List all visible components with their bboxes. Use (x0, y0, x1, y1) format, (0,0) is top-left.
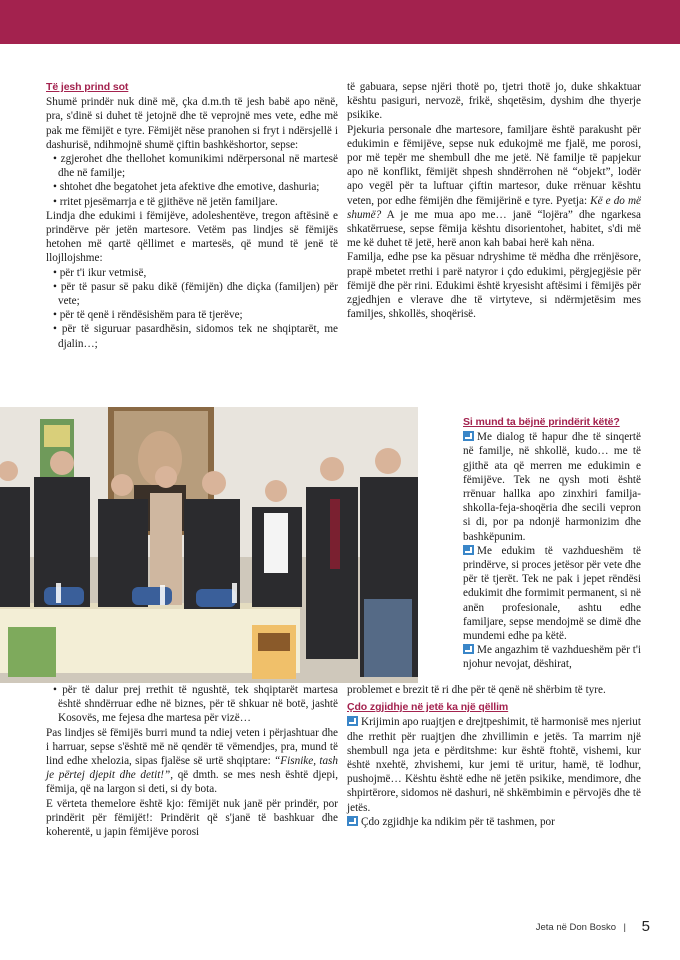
text-run: Krijimin apo ruajtjen e drejtpeshimit, të harmonisë mes njeriut dhe rrethit për ruajtjen dhe zhvillimin e jetës. Ta marrim një shembull nga jeta e përditshme: kur është ftohtë, vishemi, kur është nxehtë, zhvishemi, kur jemi të uritur, hamë, të lodhur, pushojmë… Kështu është edhe në jetën psikike, mendimore, dhe shpirtërore, sidomos në dashuri, në shkëmbimin e përvojës dhe të jetës. (347, 716, 641, 814)
paragraph: Familja, edhe pse ka pësuar ndryshime të mëdha dhe rrënjësore, prapë mbetet rrethi i parë natyror i çdo edukimi, përgjegjësie për fëmijë dhe për rini. Edukimi është kryesisht aftësimi i fëmijës për zgjedhjen e vlerave dhe të virtyteve, si ndërmjetësim mes familjes, shkollës, shoqërisë. (347, 251, 641, 321)
page-number: 5 (641, 918, 650, 935)
paragraph (46, 726, 338, 797)
text-run: , që dmth. se mes nesh është djepi, fëmija, që na largon si deti, si dy bota. (46, 769, 339, 796)
section-heading-how-parents: Si mund ta bëjnë prindërit këtë? (463, 416, 620, 428)
bullet-item: • për t'i ikur vetmisë, (53, 266, 147, 279)
text-run: Pas lindjes së fëmijës burri mund ta ndiej veten i përjashtuar dhe i harruar, sepse s'është më në qendër të vëmendjes, pra, mund të lind edhe xhelozia, sipas fjalëse së urtë shqiptare: (46, 726, 338, 768)
paragraph (463, 643, 641, 671)
bullet-item: • për të dalur prej rrethit të ngushtë, tek shqiptarët martesa është shndërruar edhe në biznes, për të shkuar në botë, jashtë Kosovës, me fejesa dhe martesa për vizë… (53, 684, 338, 725)
text-run: Me edukim të vazhdueshëm të prindërve, si proces jetësor për vete dhe për të tjerët. Tek ne pak i jepet rëndësi edukimit dhe formimit permanent, si në anën profesionale, ashtu edhe familjare, sepse mendojmë se dimë dhe mundemi edhe pa këtë. (463, 544, 641, 643)
section-heading-parenting: Të jesh prind sot (46, 81, 129, 93)
footer-separator: | (623, 922, 626, 933)
checkbox-bullet-icon (347, 716, 358, 726)
text-run: Me angazhim të vazhdueshëm për t'i njohur nevojat, dëshirat, (463, 644, 641, 671)
group-photo-illustration (0, 407, 418, 683)
column-right-bottom (347, 683, 641, 829)
bullet-item: • zgjerohet dhe thellohet komunikimi ndërpersonal në martesë dhe në familje; (53, 153, 338, 180)
bullet-item: • për të siguruar pasardhësin, sidomos tek ne shqiptarët, me djalin…; (53, 323, 338, 350)
checkbox-bullet-icon (463, 545, 474, 555)
paragraph: Lindja dhe edukimi i fëmijëve, adoleshentëve, tregon aftësinë e prindërve për jetën martesore. Vetëm pas lindjes së fëmijës hetohen më qartë qëllimet e martesës, që mund të jenë të llojllojshme: (46, 209, 338, 265)
checkbox-bullet-icon (463, 644, 474, 654)
text-run: Çdo zgjidhje ka ndikim për të tashmen, por (361, 815, 555, 828)
question-quote: Kë e do më shumë? (347, 194, 641, 221)
page-footer (500, 918, 650, 938)
section-heading-every-solution: Çdo zgjidhje në jetë ka një qëllim (347, 701, 509, 714)
paragraph (463, 430, 641, 544)
text-run: Me dialog të hapur dhe të sinqertë në familje, në shkollë, kudo… me të gjithë ata që merren me edukimin e fëmijëve. Tek ne qysh moti është rrënuar hallka apo zinxhiri familja-shkolla-feja-shoqëria dhe secili vepron si di, por pa ndonjë harmonizim dhe bashkëpunim. (463, 431, 641, 543)
paragraph: Shumë prindër nuk dinë më, çka d.m.th të jesh babë apo nënë, pra, s'dinë si duhet të jetojnë dhe të veprojnë mes vete, edhe më pak me fëmijët e tyre. Fëmijët nëse pranohen si fryt i ndërsjellë i dashurisë, ndihmojnë shumë çiftin bashkëshortor, sepse: (46, 96, 338, 151)
checkbox-bullet-icon (463, 431, 474, 441)
text-run: Pjekuria personale dhe martesore, familjare është parakusht për edukimin e fëmijëve, sepse nuk edukojmë me fjalë, me porosi, por më tepër me shembull dhe me jetë. Në familje të papjekur apo në konflikt, fëmijët shpesh shndërrohen në “objekt”, lodër apo vegël për ta luftuar çiftin martesor, duke rrënuar kështu veten, por edhe fëmijën dhe fëmijërinë e tyre. Pyetja: (347, 123, 641, 207)
paragraph: problemet e brezit të ri dhe për të qenë në shërbim të tyre. (347, 684, 606, 696)
paragraph: të gabuara, sepse njëri thotë po, tjetri thotë jo, duke shkaktuar kështu pasiguri, nervozë, frikë, shqetësim, dyshim dhe thyerje psikike. (347, 81, 641, 122)
top-color-band (0, 0, 680, 44)
proverb-quote: “Fisnike, tash je përtej djepit dhe detit!” (46, 755, 338, 782)
paragraph (347, 123, 641, 251)
bullet-item: • shtohet dhe begatohet jeta afektive dhe emotive, dashuria; (53, 181, 320, 194)
bullet-item: • për të qenë i rëndësishëm para të tjerëve; (53, 309, 243, 322)
bullet-item: • për të pasur së paku dikë (fëmijën) dhe diçka (familjen) për vete; (53, 280, 338, 308)
paragraph (347, 815, 641, 829)
column-right-top (347, 80, 641, 321)
text-run: A je me mua apo me… janë “lojëra” dhe ngarkesa shkatërruese, sepse fëmija kështu disorientohet, habitet, s'di më me kë duhet të jetë, herë anon kah babai herë kah nëna. (347, 208, 641, 250)
column-left-top (46, 80, 338, 351)
checkbox-bullet-icon (347, 816, 358, 826)
column-left-bottom (46, 683, 338, 839)
paragraph (347, 715, 641, 814)
group-photo (0, 407, 418, 683)
paragraph: E vërteta themelore është kjo: fëmijët nuk janë për prindër, por prindërit për fëmijët!: Prindërit që s'janë të bashkuar dhe koherentë, u japin fëmijëve porosi (46, 797, 338, 839)
paragraph (463, 544, 641, 643)
bullet-item: • rritet pjesëmarrja e të gjithëve në jetën familjare. (53, 195, 278, 208)
column-right-middle (463, 415, 641, 672)
magazine-name: Jeta në Don Bosko (535, 922, 616, 933)
